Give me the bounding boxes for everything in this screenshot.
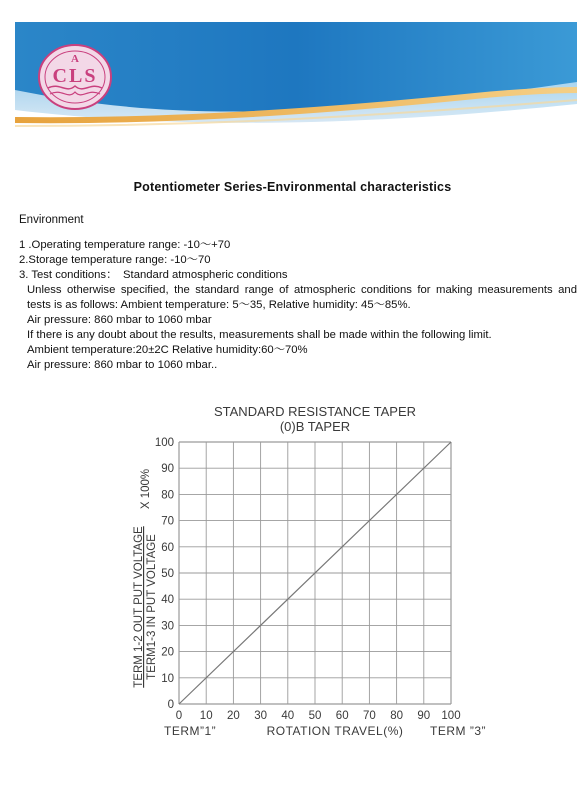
- x-tick-label: 0: [175, 710, 183, 722]
- air-pressure-limit-line: Air pressure: 860 mbar to 1060 mbar..: [27, 359, 218, 371]
- y-axis-label: [133, 469, 158, 688]
- y-tick-label: 90: [161, 463, 174, 476]
- y-tick-label: 10: [161, 672, 174, 685]
- y-tick-label: 30: [161, 620, 174, 633]
- chart-svg: [120, 395, 520, 750]
- x-axis-label-center: ROTATION TRAVEL(%): [266, 724, 404, 738]
- y-tick-label: 50: [161, 568, 174, 580]
- chart-subtitle: (0)B TAPER: [279, 419, 351, 434]
- operating-temperature-line: 1 .Operating temperature range: -10～+70: [19, 239, 231, 251]
- x-tick-label: 20: [227, 710, 240, 722]
- test-conditions-line: 3. Test conditions： Standard atmospheric conditions: [19, 269, 288, 281]
- y-axis-label-suffix: X 100%: [140, 468, 152, 510]
- logo-small-letter: A: [71, 53, 79, 65]
- x-tick-label: 60: [335, 710, 349, 722]
- doubt-limit-line: If there is any doubt about the results, measurements shall be made within the following limit.: [27, 329, 492, 341]
- y-tick-label: 60: [161, 541, 174, 554]
- resistance-taper-chart: [120, 395, 520, 750]
- document-title: Potentiometer Series-Environmental characteristics: [133, 180, 452, 194]
- y-axis-label-line-2: TERM1-3 IN PUT VOLTAGE: [146, 534, 158, 680]
- x-tick-label: 50: [308, 710, 322, 722]
- company-logo: [36, 42, 114, 112]
- x-tick-label: 100: [441, 710, 461, 722]
- y-tick-label: 20: [161, 646, 174, 659]
- y-tick-label: 70: [161, 515, 174, 528]
- conditions-paragraph-line-2: tests is as follows: Ambient temperature: 5～35, Relative humidity: 45～85%.: [27, 299, 411, 311]
- air-pressure-line: Air pressure: 860 mbar to 1060 mbar: [27, 314, 212, 326]
- y-axis-label-line-1: TERM 1-2 OUT PUT VOLTAGE: [133, 526, 145, 688]
- y-tick-label: 100: [154, 437, 174, 449]
- x-tick-label: 10: [199, 710, 213, 722]
- logo-text: CLS: [52, 65, 98, 87]
- x-axis-label-right: TERM ”3”: [430, 724, 486, 738]
- environment-text: [19, 238, 579, 373]
- x-axis-label-left: TERM”1”: [164, 724, 217, 738]
- x-tick-label: 40: [281, 710, 295, 722]
- storage-temperature-line: 2.Storage temperature range: -10～70: [19, 254, 211, 266]
- y-tick-label: 0: [167, 699, 174, 711]
- x-tick-label: 30: [254, 710, 267, 722]
- y-tick-label: 40: [161, 594, 174, 607]
- x-tick-label: 80: [390, 710, 403, 722]
- x-tick-label: 70: [363, 710, 376, 722]
- section-label: Environment: [19, 214, 84, 226]
- conditions-paragraph-line-1: Unless otherwise specified, the standard range of atmospheric conditions for making measurements and: [27, 284, 577, 296]
- header-banner: [15, 22, 577, 129]
- chart-title: STANDARD RESISTANCE TAPER: [213, 404, 417, 419]
- ambient-limit-line: Ambient temperature:20±2C Relative humidity:60～70%: [27, 344, 308, 356]
- x-tick-label: 90: [417, 710, 431, 722]
- y-tick-label: 80: [161, 489, 174, 502]
